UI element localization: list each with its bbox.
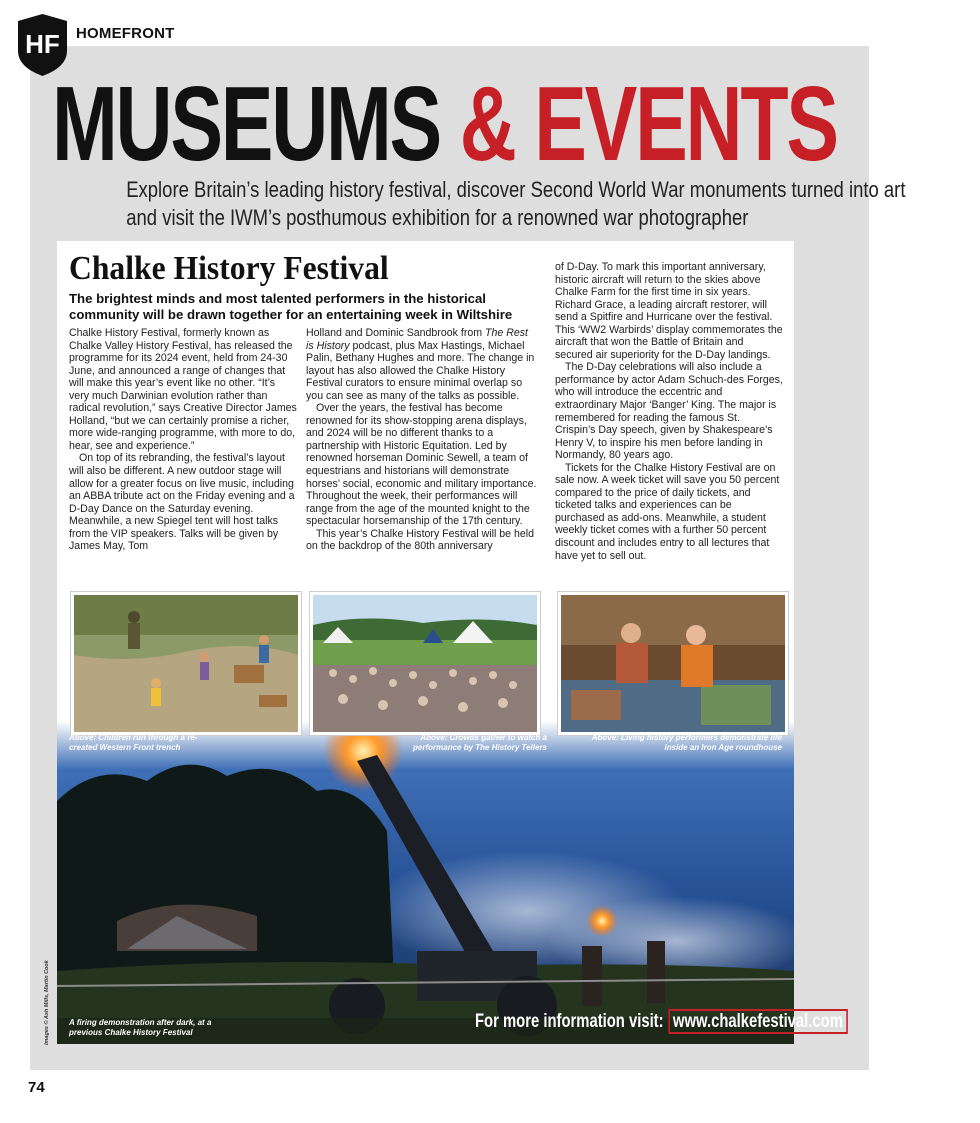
trench-photo [71,592,301,735]
standfirst [52,176,906,232]
logo-text: HF [25,29,60,59]
paragraph: Holland and Dominic Sandbrook from The Rest is History podcast, plus Max Hastings, Michael Palin, Bethany Hughes and more. The change in layout has also allowed the Chalke History Festival curators to ensure minimal overlap so you can see as many of the talks as possible. [306,327,535,402]
section-label: HOMEFRONT [76,25,175,42]
firing-demonstration-photo [57,721,794,1044]
more-info-label: For more information visit: [475,1011,664,1032]
roundhouse-photo [558,592,788,735]
paragraph: This year’s Chalke History Festival will be held on the backdrop of the 80th anniversary [306,527,535,553]
paragraph: The D-Day celebrations will also include a performance by actor Adam Schuch-des Forges, who will introduce the eccentric and extraordinary Major ‘Banger’ King. The major is remembered for reading the famous St. Crispin’s Day speech, given by Shakespeare’s Henry V, to inspire his men before landing in Normandy, 80 years ago. [555,361,783,462]
standfirst-line1: Explore Britain’s leading history festival, discover Second World War monuments turned into art [126,177,906,202]
article-intro: The brightest minds and most talented performers in the historical community will be drawn together for an entertaining week in Wiltshire [69,291,513,322]
paragraph: Tickets for the Chalke History Festival are on sale now. A week ticket will save you 50 percent compared to the price of daily tickets, and ticketed talks and experiences can be purchased as add-ons. Meanwhile, a student weekly ticket comes with a further 50 percent discount and includes entry to all lectures that have yet to sell out. [555,461,780,562]
body-column-3 [555,261,783,562]
page-headline [52,65,837,183]
image-credit: Images © Ash Mills, Martin Cook [44,960,50,1045]
body-column-2 [306,327,538,553]
caption-crowd-photo: Above: Crowds gather to watch a performance by The History Tellers [413,733,547,752]
headline-part2: & EVENTS [459,65,837,183]
article-card [57,241,843,1044]
paragraph: On top of its rebranding, the festival’s layout will also be different. A new outdoor stage will allow for a greater focus on live music, including an ABBA tribute act on the Friday evening and a D-Day Dance on the Saturday evening. Meanwhile, a new Spiegel tent will host talks from the VIP speakers. Talks will be given by James May, Tom [69,452,295,553]
caption-main-photo: A firing demonstration after dark, at a previous Chalke History Festival [69,1018,212,1037]
paragraph: of D-Day. To mark this important anniversary, historic aircraft will return to the skies above Chalke Farm for the first time in six years. Richard Grace, a leading aircraft restorer, will send a Spitfire and Hurricane over the festival. This ‘WW2 Warbirds’ display commemorates the aircraft that won the Battle of Britain and secured air superiority for the D-Day landings. [555,261,783,361]
paragraph: Over the years, the festival has become renowned for its show-stopping arena displays, and 2024 will be no different thanks to a partnership with Historic Equitation. Led by renowned horseman Dominic Sewell, a team of equestrians and historians will demonstrate horses’ social, economic and military importance. Throughout the week, their performances will range from the age of the mounted knight to the spectacular horsemanship of the 17th century. [306,402,537,528]
crowd-photo [310,592,540,735]
podcast-title: The Rest is History [306,327,528,352]
caption-trench-photo: Above: Children run through a re-created Western Front trench [69,733,198,752]
body-column-1 [69,327,297,553]
standfirst-line2: and visit the IWM’s posthumous exhibition for a renowned war photographer [125,205,749,230]
headline-part1: MUSEUMS [52,65,441,183]
more-info-line [475,1011,848,1033]
page-number: 74 [28,1079,45,1096]
paragraph: Chalke History Festival, formerly known as Chalke Valley History Festival, has released the programme for its 2024 event, held from 24-30 June, and announced a range of changes that will make this year’s event like no other. “It’s very much Darwinian evolution rather than radical revolution,” says Creative Director James Holland, “but we can certainly promise a richer, more wide-ranging programme, with more to do, hear, see and experience.” [69,327,297,452]
caption-roundhouse-photo: Above: Living history performers demonstrate life inside an Iron Age roundhouse [591,733,782,752]
article-title: Chalke History Festival [69,250,389,287]
festival-website-link[interactable]: www.chalkefestival.com [668,1009,847,1034]
